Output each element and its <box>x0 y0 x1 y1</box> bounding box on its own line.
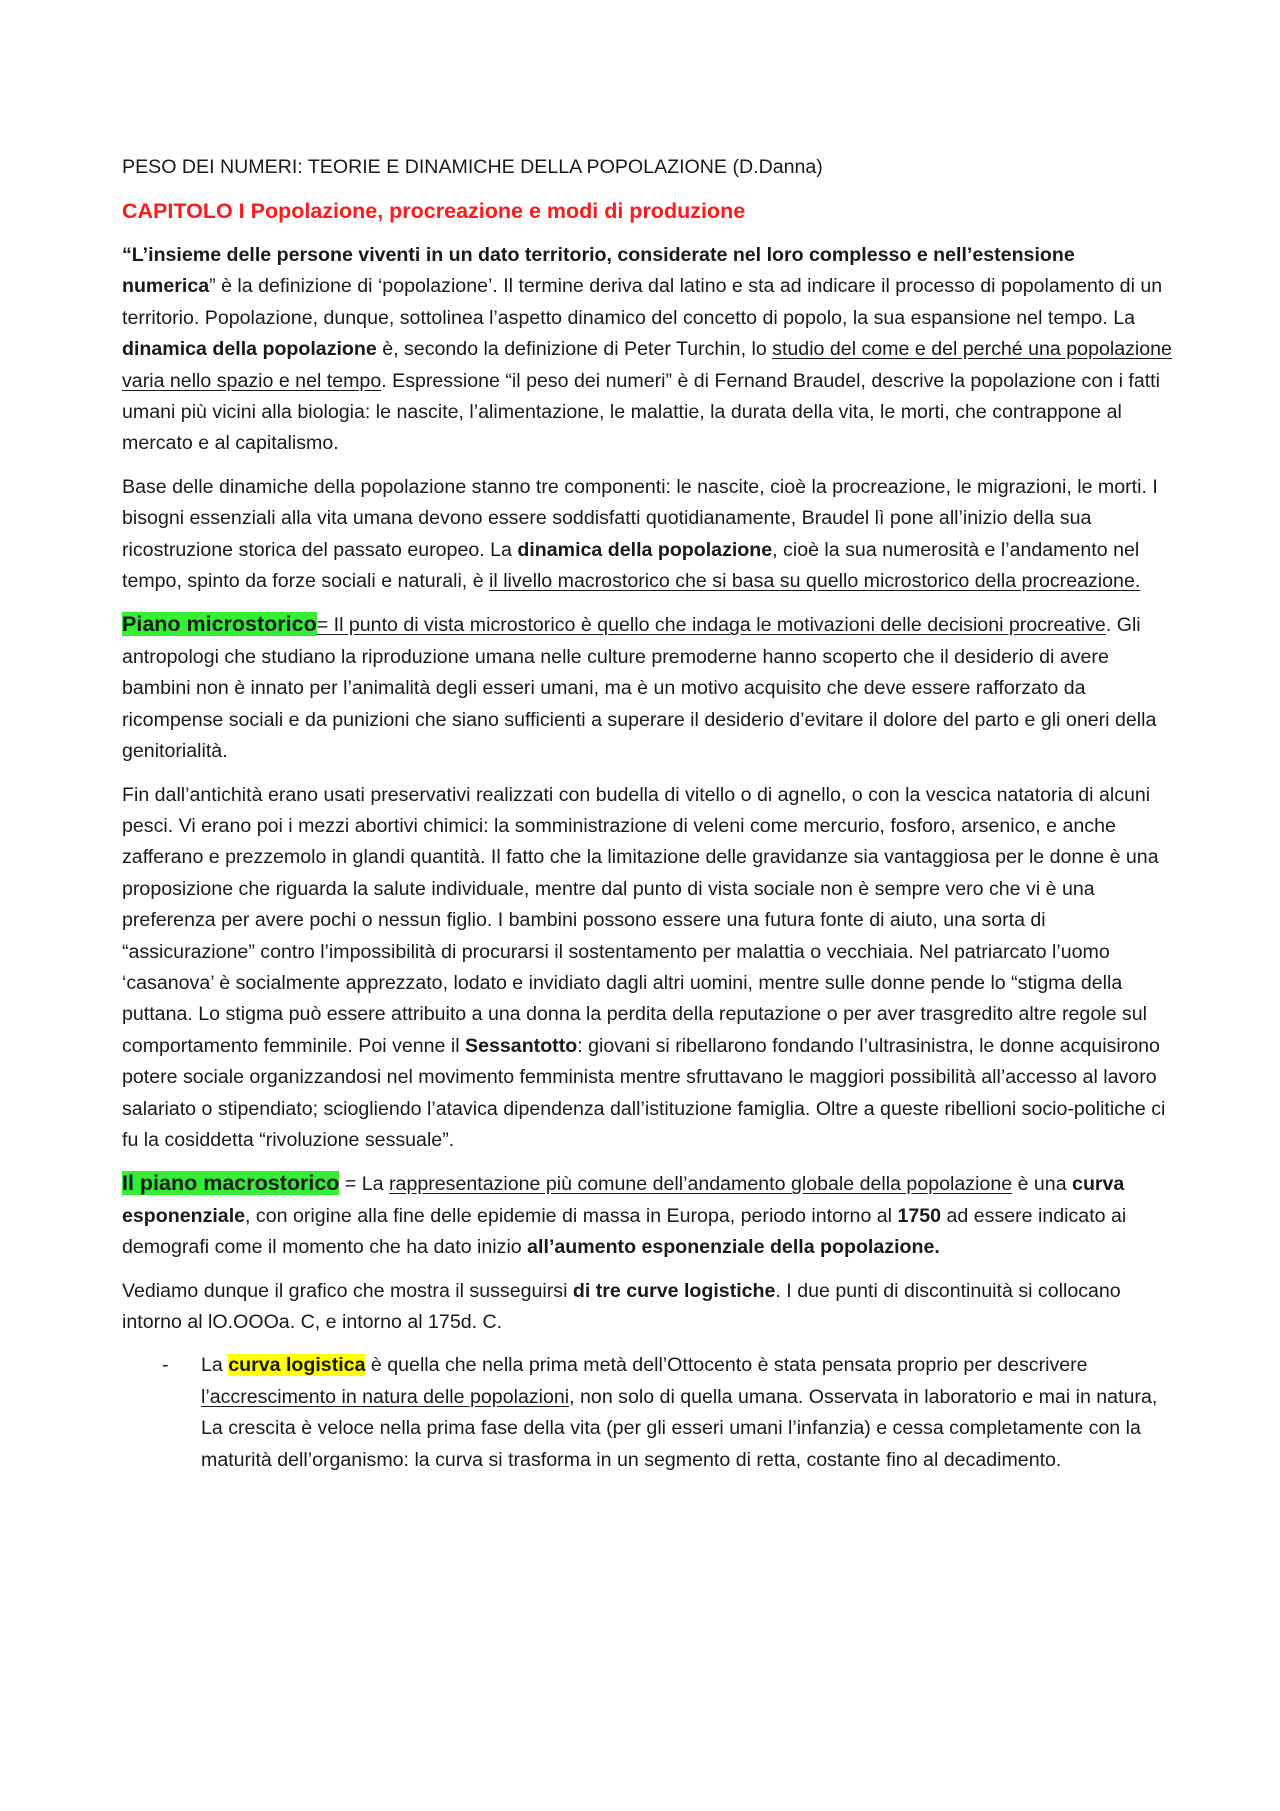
text-span: Fin dall’antichità erano usati preservativi realizzati con budella di vitello o di agnello, o con la vescica natatoria di alcuni pesci. Vi erano poi i mezzi abortivi chimici: la somministrazione di veleni come mercurio, fosforo, arsenico, e anche zafferano e prezzemolo in glandi quantità. Il fatto che la limitazione delle gravidanze sia vantaggiosa per le donne è una proposizione che riguarda la salute individuale, mentre dal punto di vista sociale non è sempre vero che vi è una preferenza per avere pochi o nessun figlio. I bambini possono essere una futura fonte di aiuto, una sorta di “assicurazione” contro l’impossibilità di procurarsi il sostentamento per malattia o vecchiaia. Nel patriarcato l’uomo ‘casanova’ è socialmente apprezzato, lodato e invidiato dagli altri uomini, mentre sulle donne pende lo “stigma della puttana. Lo stigma può essere attribuito a una donna la perdita della reputazione o per aver trasgredito altre regole sul comportamento femminile. Poi venne il <box>122 783 1159 1057</box>
document-title: PESO DEI NUMERI: TEORIE E DINAMICHE DELLA POPOLAZIONE (D.Danna) <box>122 156 823 178</box>
text-span: Base delle dinamiche della popolazione stanno tre componenti: le nascite, cioè la procreazione, le migrazioni, le morti. I bisogni essenziali alla vita umana devono essere soddisfatti quotidianamente, Braudel lì pone all’inizio della sua ricostruzione storica del passato europeo. La <box>122 475 1158 561</box>
bold-term: all’aumento esponenziale della popolazione. <box>527 1236 940 1259</box>
paragraph-microstorico <box>122 609 1172 767</box>
paragraph-curve-logistiche <box>122 1276 1172 1339</box>
paragraph-components <box>122 472 1172 598</box>
highlight-curva-logistica: curva logistica <box>228 1354 366 1377</box>
bold-term: curva esponenziale <box>122 1173 1125 1227</box>
text-span: , con origine alla fine delle epidemie di massa in Europa, periodo intorno al <box>245 1204 898 1227</box>
text-span: La <box>201 1354 229 1377</box>
text-span: è quella che nella prima metà dell’Ottocento è stata pensata proprio per descrivere <box>365 1354 1088 1377</box>
text-span: ad essere indicato ai demografi come il momento che ha dato inizio <box>122 1204 1127 1259</box>
underlined-text: studio del come e del perché una popolazione varia nello spazio e nel tempo <box>122 338 1172 392</box>
text-span: è una <box>1012 1173 1073 1196</box>
bold-term: dinamica della popolazione <box>122 338 377 361</box>
text-span: = La <box>339 1173 390 1196</box>
text-span: . Gli antropologi che studiano la riproduzione umana nelle culture premoderne hanno scoperto che il desiderio di avere bambini non è innato per l’animalità degli esseri umani, ma è un motivo acquisito che deve essere rafforzato da ricompense sociali e da punizioni che siano sufficienti a superare il desiderio d’evitare il dolore del parto e gli oneri della genitorialità. <box>122 614 1157 763</box>
paragraph-definition <box>122 240 1172 460</box>
list-item <box>122 1350 1172 1476</box>
bold-term: di tre curve logistiche <box>572 1279 776 1302</box>
bold-term: dinamica della popolazione <box>517 538 773 561</box>
definition-quote: “L’insieme delle persone viventi in un dato territorio, considerate nel loro complesso e nell’estensione numerica <box>122 244 1075 298</box>
underlined-text: = Il punto di vista microstorico è quello che indaga le motivazioni delle decisioni procreative <box>316 614 1106 637</box>
highlight-label-macrostorico: Il piano macrostorico <box>122 1171 340 1196</box>
paragraph-antichita <box>122 780 1172 1157</box>
underlined-text: il livello macrostorico che si basa su quello microstorico della procreazione. <box>489 570 1141 593</box>
text-span: Vediamo dunque il grafico che mostra il susseguirsi <box>122 1279 573 1302</box>
underlined-text: l’accrescimento in natura delle popolazioni <box>201 1385 570 1408</box>
text-span: : giovani si ribellarono fondando l’ultrasinistra, le donne acquisirono potere sociale organizzandosi nel movimento femminista mentre sfruttavano le maggiori possibilità all’accesso al lavoro salariato o stipendiato; sciogliendo l’atavica dipendenza dall’istituzione famiglia. Oltre a queste ribellioni socio-politiche ci fu la cosiddetta “rivoluzione sessuale”. <box>122 1034 1166 1151</box>
chapter-title: CAPITOLO I Popolazione, procreazione e modi di produzione <box>122 199 746 223</box>
text-span: è, secondo la definizione di Peter Turchin, lo <box>376 338 773 361</box>
paragraph-macrostorico <box>122 1168 1172 1263</box>
underlined-text: rappresentazione più comune dell’andamento globale della popolazione <box>389 1173 1013 1196</box>
text-span: . I due punti di discontinuità si collocano intorno al lO.OOOa. C, e intorno al 175d. C. <box>122 1279 1121 1333</box>
document-page <box>122 152 1172 1476</box>
text-span: . Espressione “il peso dei numeri” è di Fernand Braudel, descrive la popolazione con i fatti umani più vicini alla biologia: le nascite, l’alimentazione, le malattie, la durata della vita, le morti, che contrappone al mercato e al capitalismo. <box>122 369 1160 455</box>
text-span: , cioè la sua numerosità e l’andamento nel tempo, spinto da forze sociali e naturali, è <box>122 538 1140 593</box>
bold-term: Sessantotto <box>465 1034 578 1057</box>
text-span: ” è la definizione di ‘popolazione’. Il termine deriva dal latino e sta ad indicare il processo di popolamento di un territorio. Popolazione, dunque, sottolinea l’aspetto dinamico del concetto di popolo, la sua espansione nel tempo. La <box>122 275 1163 329</box>
bullet-list <box>122 1350 1172 1476</box>
text-span: , non solo di quella umana. Osservata in laboratorio e mai in natura, La crescita è veloce nella prima fase della vita (per gli esseri umani l’infanzia) e cessa completamente con la maturità dell’organismo: la curva si trasforma in un segmento di retta, costante fino al decadimento. <box>201 1385 1158 1471</box>
bold-term: 1750 <box>897 1204 942 1227</box>
bullet-dash: - <box>162 1354 169 1377</box>
highlight-label-microstorico: Piano microstorico <box>122 612 317 637</box>
